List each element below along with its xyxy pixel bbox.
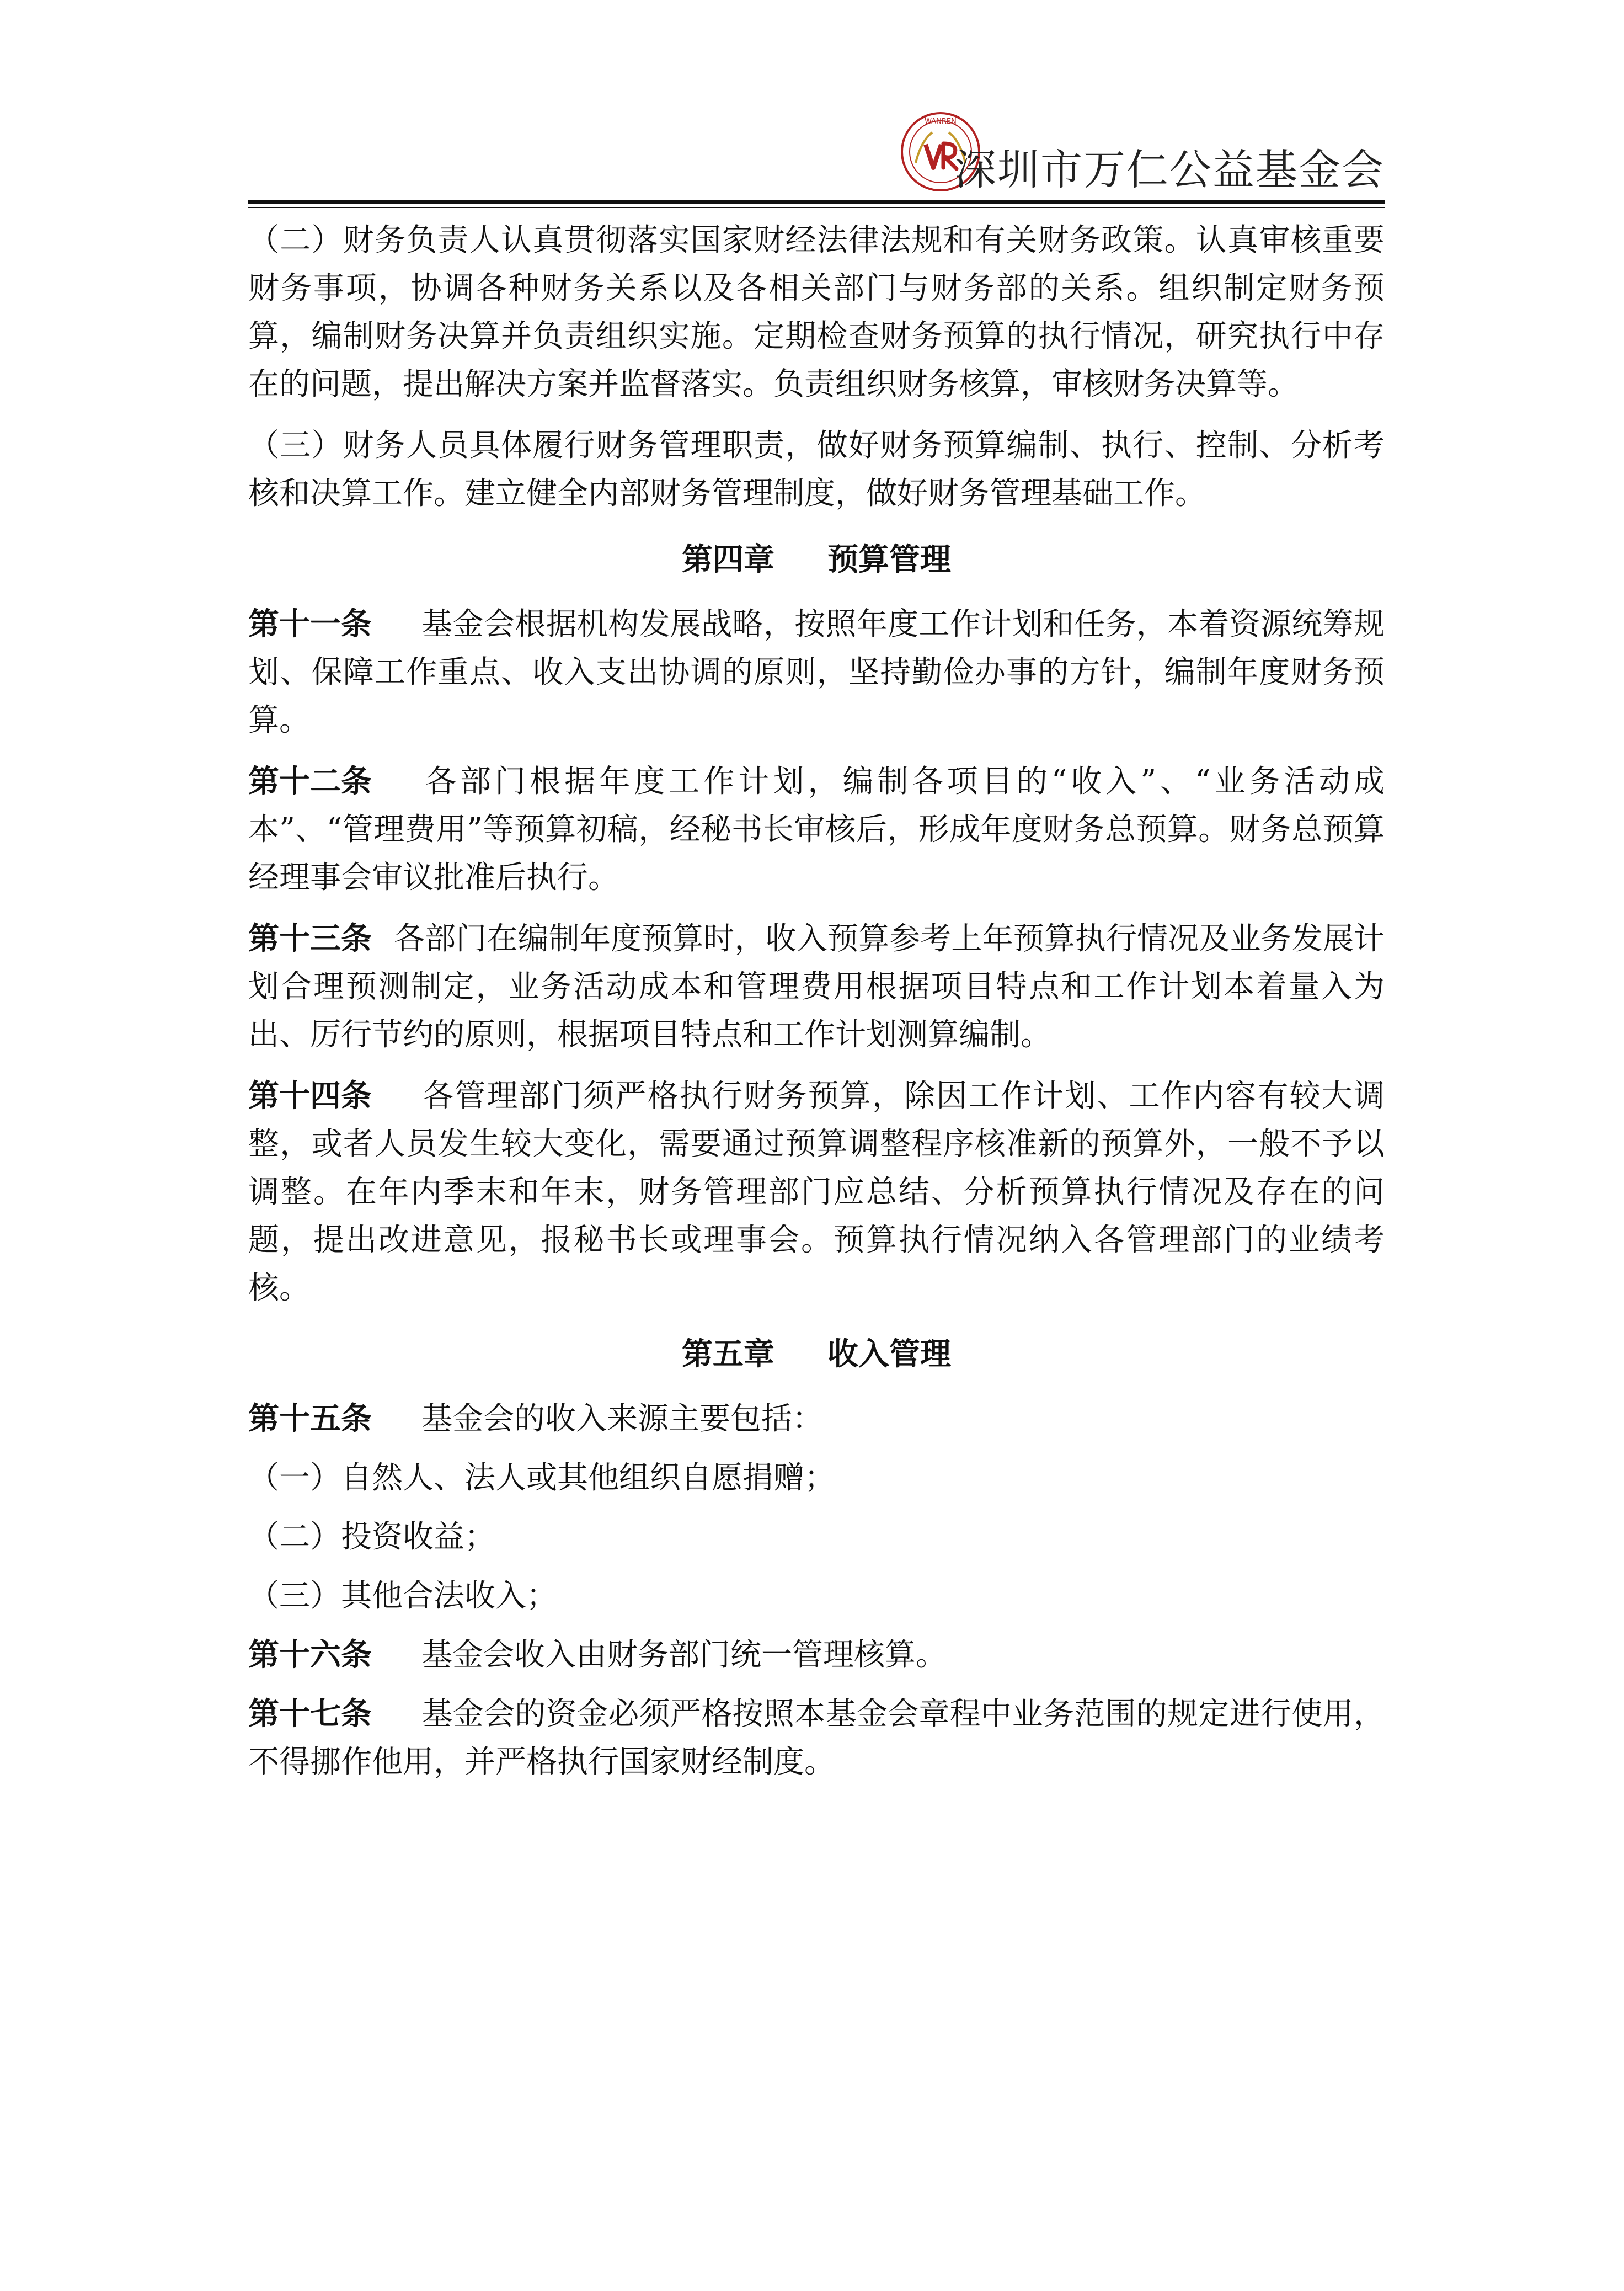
paragraph-finance-head: （二）财务负责人认真贯彻落实国家财经法律法规和有关财务政策。认真审核重要财务事项，协调各种财务关系以及各相关部门与财务部的关系。组织制定财务预算，编制财务决算并负责组织实施。定期检查财务预算的执行情况，研究执行中存在的问题，提出解决方案并监督落实。负责组织财务核算，审核财务决算等。 [248,222,1385,402]
article-text: 基金会的收入来源主要包括： [421,1401,823,1437]
article-text: 各部门根据年度工作计划，编制各项目的“收入”、“业务活动成本”、“管理费用”等预算初稿，经秘书长审核后，形成年度财务总预算。财务总预算经理事会审议批准后执行。 [248,764,1385,896]
organization-name: 深圳市万仁公益基金会 [954,145,1385,194]
article-16 [248,1631,1385,1679]
article-11 [248,600,1385,744]
header-rule-thick [248,200,1385,204]
article-number: 第十四条 [248,1078,372,1114]
article-text: 各部门在编制年度预算时，收入预算参考上年预算执行情况及业务发展计划合理预测制定，业务活动成本和管理费用根据项目特点和工作计划本着量入为出、厉行节约的原则，根据项目特点和工作计划测算编制。 [248,921,1385,1053]
article-text: 基金会根据机构发展战略，按照年度工作计划和任务，本着资源统筹规划、保障工作重点、收入支出协调的原则，坚持勤俭办事的方针，编制年度财务预算。 [248,606,1385,738]
list-item-3: （三）其他合法收入； [248,1578,557,1614]
article-number: 第十二条 [248,763,372,800]
article-14 [248,1072,1385,1312]
chapter-title: 收入管理 [827,1336,951,1372]
article-text: 基金会的资金必须严格按照本基金会章程中业务范围的规定进行使用，不得挪作他用，并严格执行国家财经制度。 [248,1696,1385,1780]
chapter-heading-5 [248,1332,1385,1376]
article-number: 第十一条 [248,606,372,642]
page-header [248,110,1385,199]
article-13 [248,915,1385,1059]
chapter-number: 第四章 [682,541,774,578]
document-body [248,216,1385,1799]
article-number: 第十六条 [248,1637,372,1673]
article-text: 各管理部门须严格执行财务预算，除因工作计划、工作内容有较大调整，或者人员发生较大变化，需要通过预算调整程序核准新的预算外，一般不予以调整。在年内季末和年末，财务管理部门应总结、分析预算执行情况及存在的问题，提出改进意见，报秘书长或理事会。预算执行情况纳入各管理部门的业绩考核。 [248,1078,1385,1306]
svg-text:WANREN: WANREN [925,118,957,126]
chapter-title: 预算管理 [827,541,951,578]
article-15 [248,1395,1385,1443]
list-item-1: （一）自然人、法人或其他组织自愿捐赠； [248,1460,835,1496]
list-item-2: （二）投资收益； [248,1519,495,1555]
article-12 [248,758,1385,902]
article-number: 第十七条 [248,1696,372,1732]
chapter-number: 第五章 [682,1336,774,1372]
article-number: 第十五条 [248,1400,372,1437]
article-number: 第十三条 [248,920,372,957]
header-rule-thin [248,207,1385,208]
article-text: 基金会收入由财务部门统一管理核算。 [421,1637,947,1673]
chapter-heading-4 [248,537,1385,582]
paragraph-finance-staff: （三）财务人员具体履行财务管理职责，做好财务预算编制、执行、控制、分析考核和决算工作。建立健全内部财务管理制度，做好财务管理基础工作。 [248,428,1385,512]
article-17 [248,1690,1385,1786]
